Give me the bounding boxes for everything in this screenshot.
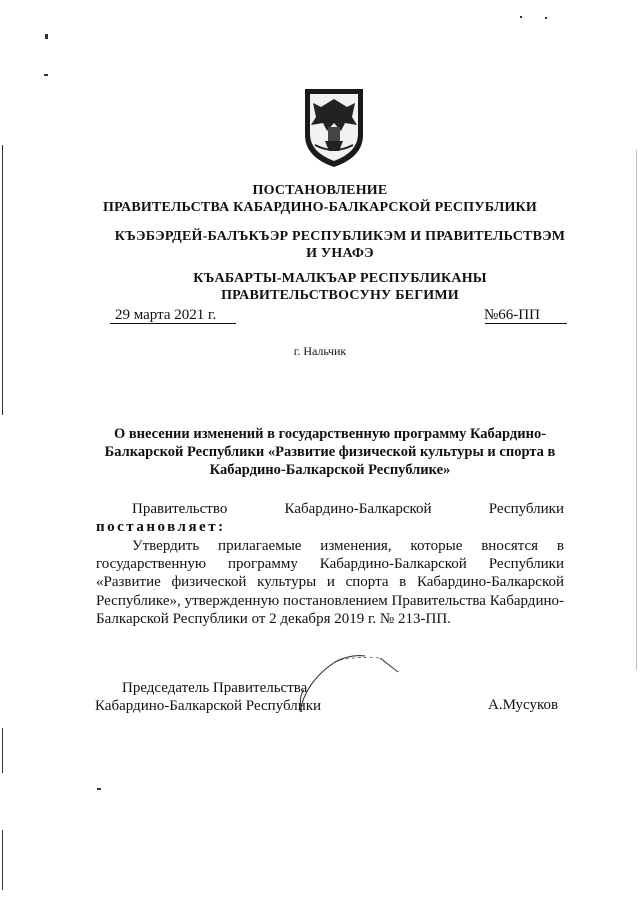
document-title: О внесении изменений в государственную программу Кабардино-Балкарской Республики «Развитие физической культуры и спорта в Кабардино-Балкарской Республике» [104, 426, 556, 478]
government-name-ru: ПРАВИТЕЛЬСТВА КАБАРДИНО-БАЛКАРСКОЙ РЕСПУБЛИКИ [102, 200, 538, 215]
signatory-name: А.Мусуков [488, 697, 559, 713]
scan-edge-mark [2, 830, 3, 890]
document-number: №66-ПП [484, 307, 540, 323]
scan-edge-mark [636, 150, 637, 670]
signatory-position-line-1: Председатель Правительства [122, 680, 308, 696]
scan-speck [97, 788, 101, 790]
body-word: Правительство [132, 501, 228, 517]
city-name: г. Нальчик [293, 344, 347, 358]
document-date: 29 марта 2021 г. [115, 307, 217, 323]
handwritten-signature [280, 642, 410, 722]
scan-speck [520, 16, 522, 18]
body-word: Кабардино-Балкарской [284, 501, 432, 517]
body-paragraph-2: Утвердить прилагаемые изменения, которые вносятся в государственную программу Кабардино-Балкарской Республики «Развитие физической культуры и спорта в Кабардино-Балкарской Республике», утвержденную постановлением Правительства Кабардино-Балкарской Республики от 2 декабря 2019 г. № 213-ПП. [96, 538, 564, 627]
scan-edge-mark [2, 728, 3, 773]
coat-of-arms-emblem [301, 87, 367, 169]
date-underline [110, 323, 236, 324]
body-word: Республики [488, 501, 564, 517]
government-name-balkar: КЪАБАРТЫ-МАЛКЪАР РЕСПУБЛИКАНЫ ПРАВИТЕЛЬСТВОСУНУ БЕГИМИ [193, 271, 487, 303]
government-name-kabardian: КЪЭБЭРДЕЙ-БАЛЪКЪЭР РЕСПУБЛИКЭМ И ПРАВИТЕЛЬСТВЭМ И УНАФЭ [114, 229, 566, 261]
decree-word: постановляет: [96, 519, 226, 535]
signatory-position-line-2: Кабардино-Балкарской Республики [95, 698, 322, 714]
document-type-title: ПОСТАНОВЛЕНИЕ [252, 183, 388, 198]
scan-speck [44, 74, 48, 76]
body-paragraph-1 [96, 500, 564, 518]
number-underline [485, 323, 567, 324]
scan-edge-mark [2, 145, 3, 415]
scan-speck [545, 17, 547, 19]
scan-speck [45, 34, 48, 39]
